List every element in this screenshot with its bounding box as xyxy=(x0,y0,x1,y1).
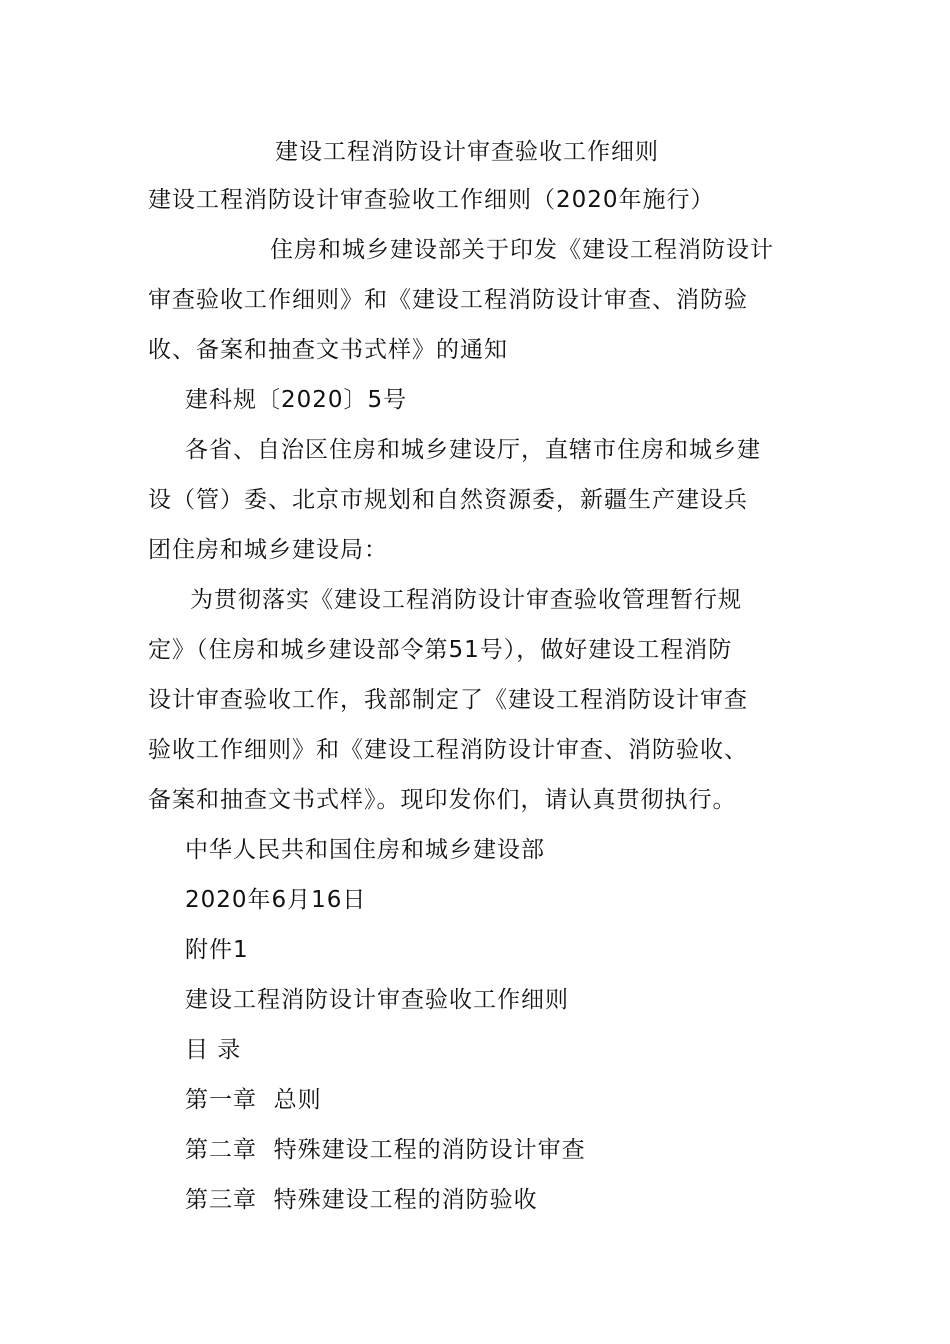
notice-title-line-2: 审查验收工作细则》和《建设工程消防设计审查、消防验 xyxy=(148,287,748,313)
notice-title-line-3: 收、备案和抽查文书式样》的通知 xyxy=(148,337,508,363)
document-title: 建设工程消防设计审查验收工作细则 xyxy=(275,139,659,165)
toc-item: 第三章 特殊建设工程的消防验收 xyxy=(185,1187,538,1213)
attachment-title: 建设工程消防设计审查验收工作细则 xyxy=(185,987,569,1013)
toc-item: 第二章 特殊建设工程的消防设计审查 xyxy=(185,1137,586,1163)
issue-date: 2020年6月16日 xyxy=(185,887,367,913)
addressee-line-1: 各省、自治区住房和城乡建设厅，直辖市住房和城乡建 xyxy=(185,437,761,463)
toc-heading: 目 录 xyxy=(185,1037,242,1063)
body-line-2: 定》（住房和城乡建设部令第51号），做好建设工程消防 xyxy=(148,637,733,663)
body-line-3: 设计审查验收工作，我部制定了《建设工程消防设计审查 xyxy=(148,687,748,713)
addressee-line-3: 团住房和城乡建设局： xyxy=(148,537,388,563)
document-number: 建科规〔2020〕5号 xyxy=(185,387,408,413)
body-line-4: 验收工作细则》和《建设工程消防设计审查、消防验收、 xyxy=(148,737,748,763)
document-subtitle: 建设工程消防设计审查验收工作细则（2020年施行） xyxy=(148,187,715,213)
addressee-line-2: 设（管）委、北京市规划和自然资源委，新疆生产建设兵 xyxy=(148,487,748,513)
attachment-label: 附件1 xyxy=(185,937,249,963)
body-line-1: 为贯彻落实《建设工程消防设计审查验收管理暂行规 xyxy=(190,587,742,613)
issuer: 中华人民共和国住房和城乡建设部 xyxy=(185,837,545,863)
notice-title-line-1: 住房和城乡建设部关于印发《建设工程消防设计 xyxy=(270,237,774,263)
toc-item: 第一章 总则 xyxy=(185,1087,322,1113)
body-line-5: 备案和抽查文书式样》。现印发你们，请认真贯彻执行。 xyxy=(148,787,737,813)
